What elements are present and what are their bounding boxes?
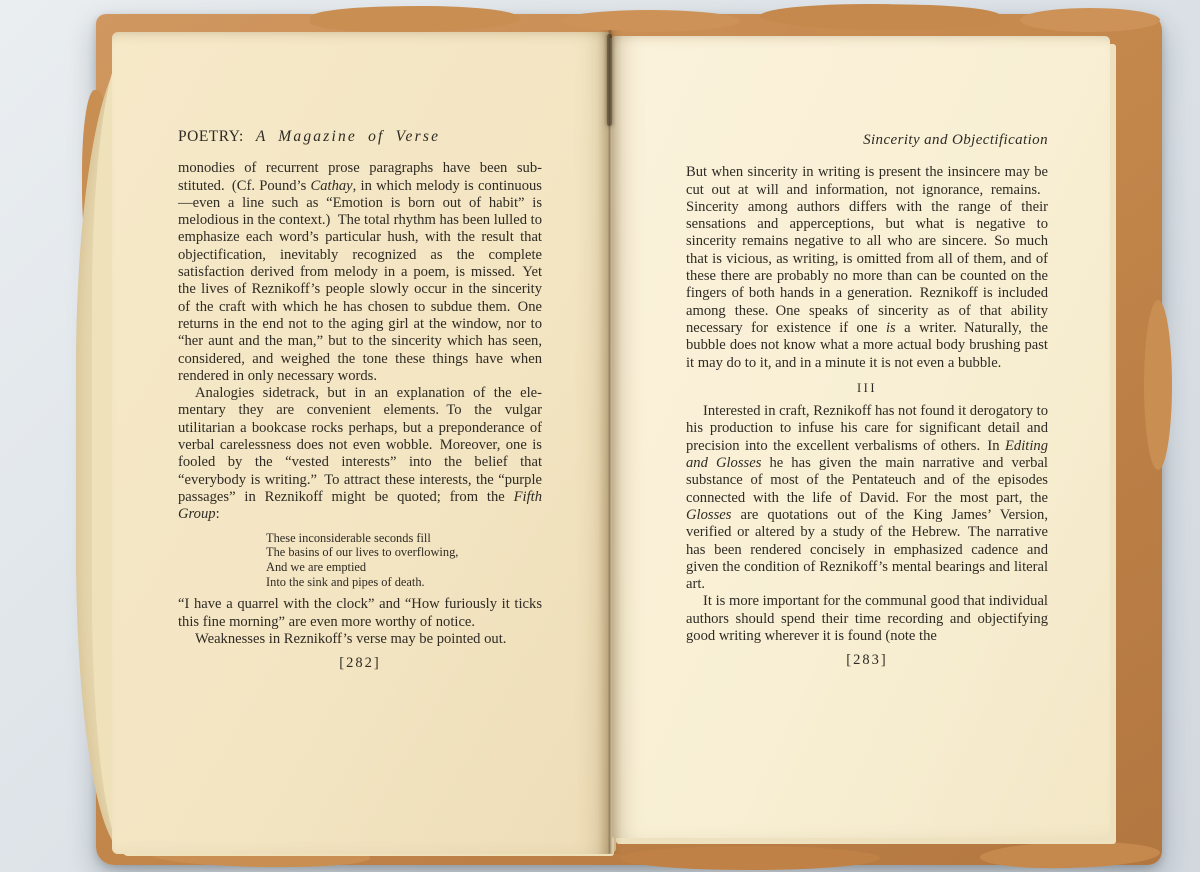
cover-deckle-edge	[560, 10, 740, 32]
left-page-text-column	[178, 128, 542, 673]
section-numeral: III	[857, 380, 877, 395]
paragraph: It is more important for the communal good that individual authors should spend their time recording and objectifying good writing wherever it is found (note the	[686, 593, 1048, 645]
paragraph: monodies of recurrent prose paragraphs have been substituted. (Cf. Pound’s Cathay, in which melody is continuous—even a line such as “Emotion is born out of habit” is melodious in the context.) The total rhythm has been lulled to emphasize each word’s particular hush, with the result that objectification, inevitably recognized as the complete satisfaction derived from melody in a poem, is missed. Yet the lives of Reznikoff’s people slowly occur in the sincerity of the craft with which he has chosen to subdue them. One returns in the end not to the aging girl at the window, nor to “her aunt and the man,” but to the sincerity which has seen, considered, and weighed the tone these things have when rendered in only necessary words.	[178, 160, 542, 384]
paragraph: Analogies sidetrack, but in an explanation of the elementary they are convenient elements. To the vulgar utilitarian a bookcase rocks perhaps, but a preponderance of verbal carelessness does not even wobble. Moreover, one is fooled by the “vested interests” into the belief that “everybody is writing.” To attract these interests, the “purple passages” in Reznikoff might be quoted; from the Fifth Group:	[178, 385, 542, 523]
paragraph: Weaknesses in Reznikoff’s verse may be pointed out.	[195, 630, 507, 647]
poem-quote	[266, 531, 542, 590]
paragraph: Interested in craft, Reznikoff has not found it derogatory to his production to infuse his care for significant detail and precision into the excellent verbalisms of others. In Editing and Glosses he has given the main narrative and verbal substance of most of the Pentateuch and of the episodes connected with the life of David. For the most part, the Glosses are quotations out of the King James’ Version, verified or altered by a study of the Hebrew. The narrative has been rendered concisely in emphasized cadence and given the condition of Reznikoff’s mental bearings and literal art.	[686, 403, 1049, 593]
book-gutter-shadow	[607, 34, 612, 126]
poem-line: And we are emptied	[266, 559, 367, 574]
right-page-text-column	[686, 132, 1048, 670]
journal-name: POETRY:	[178, 128, 244, 145]
cover-deckle-edge	[1144, 300, 1172, 470]
left-page-number: [282]	[339, 655, 381, 672]
right-running-head: Sincerity and Objectification	[863, 132, 1048, 148]
cover-deckle-edge	[620, 846, 880, 870]
cover-deckle-edge	[1020, 8, 1160, 32]
poem-line: The basins of our lives to overflowing,	[266, 545, 459, 560]
journal-subtitle: A Magazine of Verse	[255, 128, 441, 145]
poem-line: Into the sink and pipes of death.	[266, 574, 425, 589]
book-gutter	[598, 30, 622, 854]
poem-line: These inconsiderable seconds fill	[266, 530, 431, 545]
paragraph: But when sincerity in writing is present the insincere may be cut out at will and information, not ignorance, remains. Sincerity among authors differs with the range of their sensations and apperceptions, but what is negative to sincerity remains negative to all who are sincere. So much that is vicious, as writing, is omitted from all of them, and of these there are probably no more than can be counted on the fingers of both hands in a generation. Reznikoff is included among these. One speaks of sincerity as of that ability necessary for existence if one is a writer. Naturally, the bubble does not know what a more actual body brushing past it may do to it, and in a minute it is not even a bubble.	[686, 164, 1048, 371]
left-running-head	[178, 128, 542, 145]
paragraph: “I have a quarrel with the clock” and “How furiously it ticks this fine morning” are even more worthy of notice.	[178, 596, 542, 630]
right-page-number: [283]	[846, 652, 888, 669]
